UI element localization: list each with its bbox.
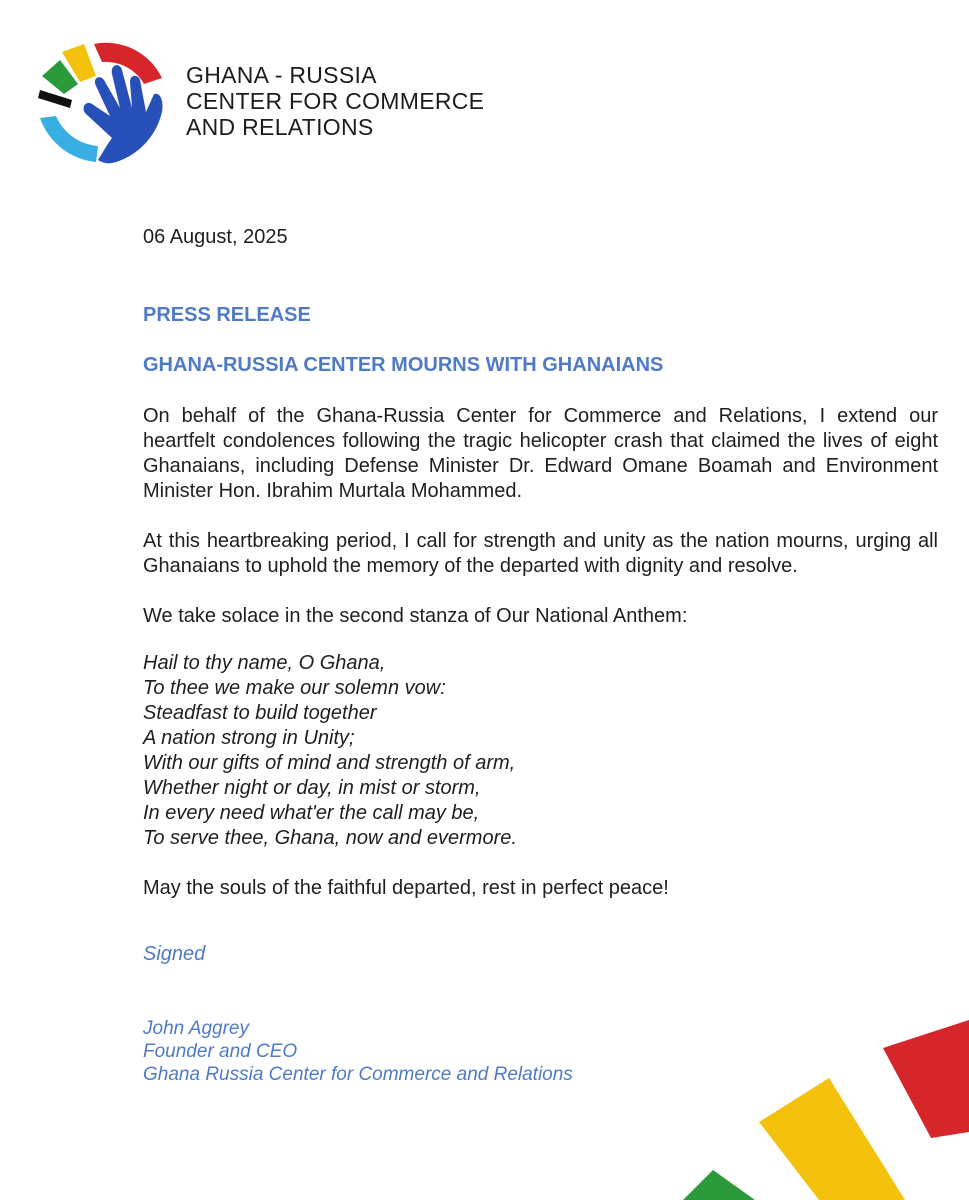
anthem-line: To thee we make our solemn vow: (143, 677, 446, 699)
anthem-line: Hail to thy name, O Ghana, (143, 652, 386, 674)
corner-yellow-segment (759, 1078, 905, 1200)
anthem-line: A nation strong in Unity; (143, 727, 355, 749)
signatory-name: John Aggrey (143, 1018, 249, 1039)
signatory-title: Founder and CEO (143, 1041, 298, 1062)
corner-green-segment (683, 1170, 755, 1200)
anthem-line: In every need what'er the call may be, (143, 802, 480, 824)
document-type: PRESS RELEASE (143, 304, 311, 326)
paragraph-anthem-intro: We take solace in the second stanza of Our National Anthem: (143, 605, 688, 627)
org-name-line-2: CENTER FOR COMMERCE (186, 88, 485, 114)
anthem-stanza (143, 651, 938, 851)
org-name-line-1: GHANA - RUSSIA (186, 62, 377, 88)
org-name-line-3: AND RELATIONS (186, 114, 374, 140)
organization-name (186, 62, 484, 140)
paragraph-condolences: On behalf of the Ghana-Russia Center for Commerce and Relations, I extend our heartfelt condolences following the tragic helicopter crash that claimed the lives of eight Ghanaians, including Defense Minister Dr. Edward Omane Boamah and Environment Minister Hon. Ibrahim Murtala Mohammed. (143, 405, 938, 502)
letter-date: 06 August, 2025 (143, 226, 288, 248)
anthem-line: With our gifts of mind and strength of arm, (143, 752, 516, 774)
corner-decoration-icon (669, 1020, 969, 1200)
letter-body (143, 224, 938, 1086)
closing-line: May the souls of the faithful departed, rest in perfect peace! (143, 877, 669, 899)
signatory-organization: Ghana Russia Center for Commerce and Relations (143, 1064, 573, 1085)
anthem-line: Whether night or day, in mist or storm, (143, 777, 481, 799)
letter-headline: GHANA-RUSSIA CENTER MOURNS WITH GHANAIANS (143, 354, 664, 376)
signed-label: Signed (143, 943, 206, 965)
anthem-line: To serve thee, Ghana, now and evermore. (143, 827, 517, 849)
paragraph-unity: At this heartbreaking period, I call for strength and unity as the nation mourns, urging all Ghanaians to uphold the memory of the departed with dignity and resolve. (143, 530, 938, 577)
logo-red-segment (94, 43, 162, 84)
logo-black-segment (38, 90, 72, 108)
anthem-line: Steadfast to build together (143, 702, 377, 724)
organization-logo-icon (36, 34, 172, 166)
corner-red-segment (883, 1020, 969, 1138)
logo-lightblue-segment (40, 116, 98, 162)
